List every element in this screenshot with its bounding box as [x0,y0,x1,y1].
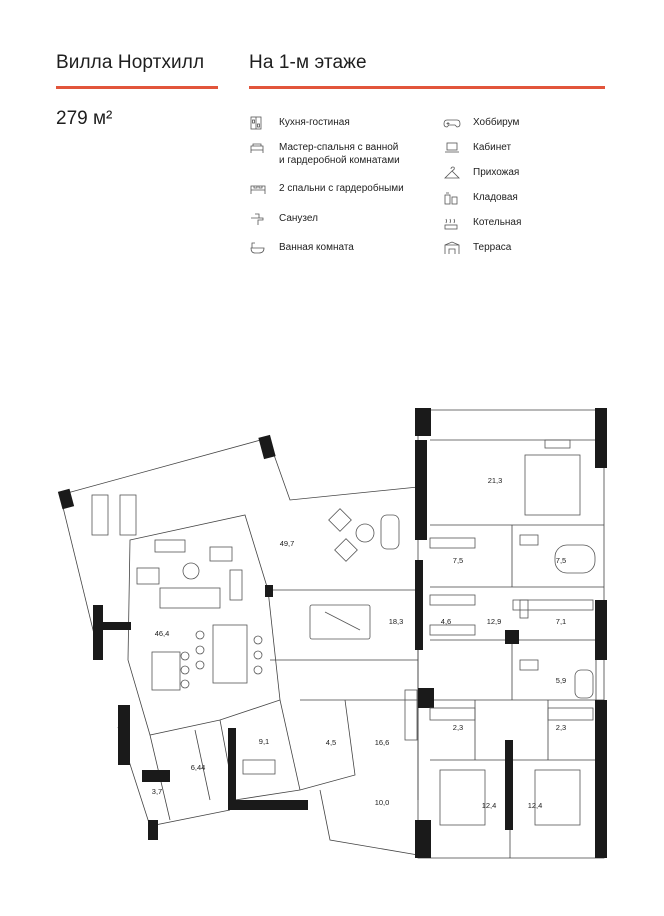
room-label: 18,3 [388,617,404,626]
room-label: 16,6 [374,738,390,747]
room-label: 46,4 [154,629,170,638]
legend-label: Санузел [279,213,318,224]
floor-title: На 1-м этаже [249,52,367,73]
room-label: 9,1 [258,737,270,746]
room-label: 2,3 [555,723,567,732]
legend-label: Котельная [473,217,522,228]
room-label: 10,0 [374,798,390,807]
room-label: 6,44 [190,763,206,772]
room-label: 21,3 [487,476,503,485]
legend-label: Хоббирум [473,117,520,128]
room-label: 7,5 [555,556,567,565]
room-label: 12,9 [486,617,502,626]
total-area: 279 м² [56,108,113,129]
legend-label: Кладовая [473,192,518,203]
legend-label: Терраса [473,242,512,253]
villa-name: Вилла Нортхилл [56,52,205,73]
legend-label: 2 спальни с гардеробными [279,183,404,194]
room-label: 5,9 [555,676,567,685]
plan-outlines [60,410,604,858]
room-label: 2,3 [452,723,464,732]
legend-label: Ванная комната [279,242,354,253]
legend-label: Кухня-гостиная [279,117,350,128]
room-label: 12,4 [527,801,543,810]
room-label: 7,1 [555,617,567,626]
legend-label: Мастер-спальня с ванной и гардеробной комнатами [279,142,400,166]
legend-label: Прихожая [473,167,520,178]
room-label: 12,4 [481,801,497,810]
room-label: 49,7 [279,539,295,548]
room-label: 7,5 [452,556,464,565]
room-label: 4,6 [440,617,452,626]
room-label: 3,7 [151,787,163,796]
legend-label: Кабинет [473,142,512,153]
room-label: 4,5 [325,738,337,747]
